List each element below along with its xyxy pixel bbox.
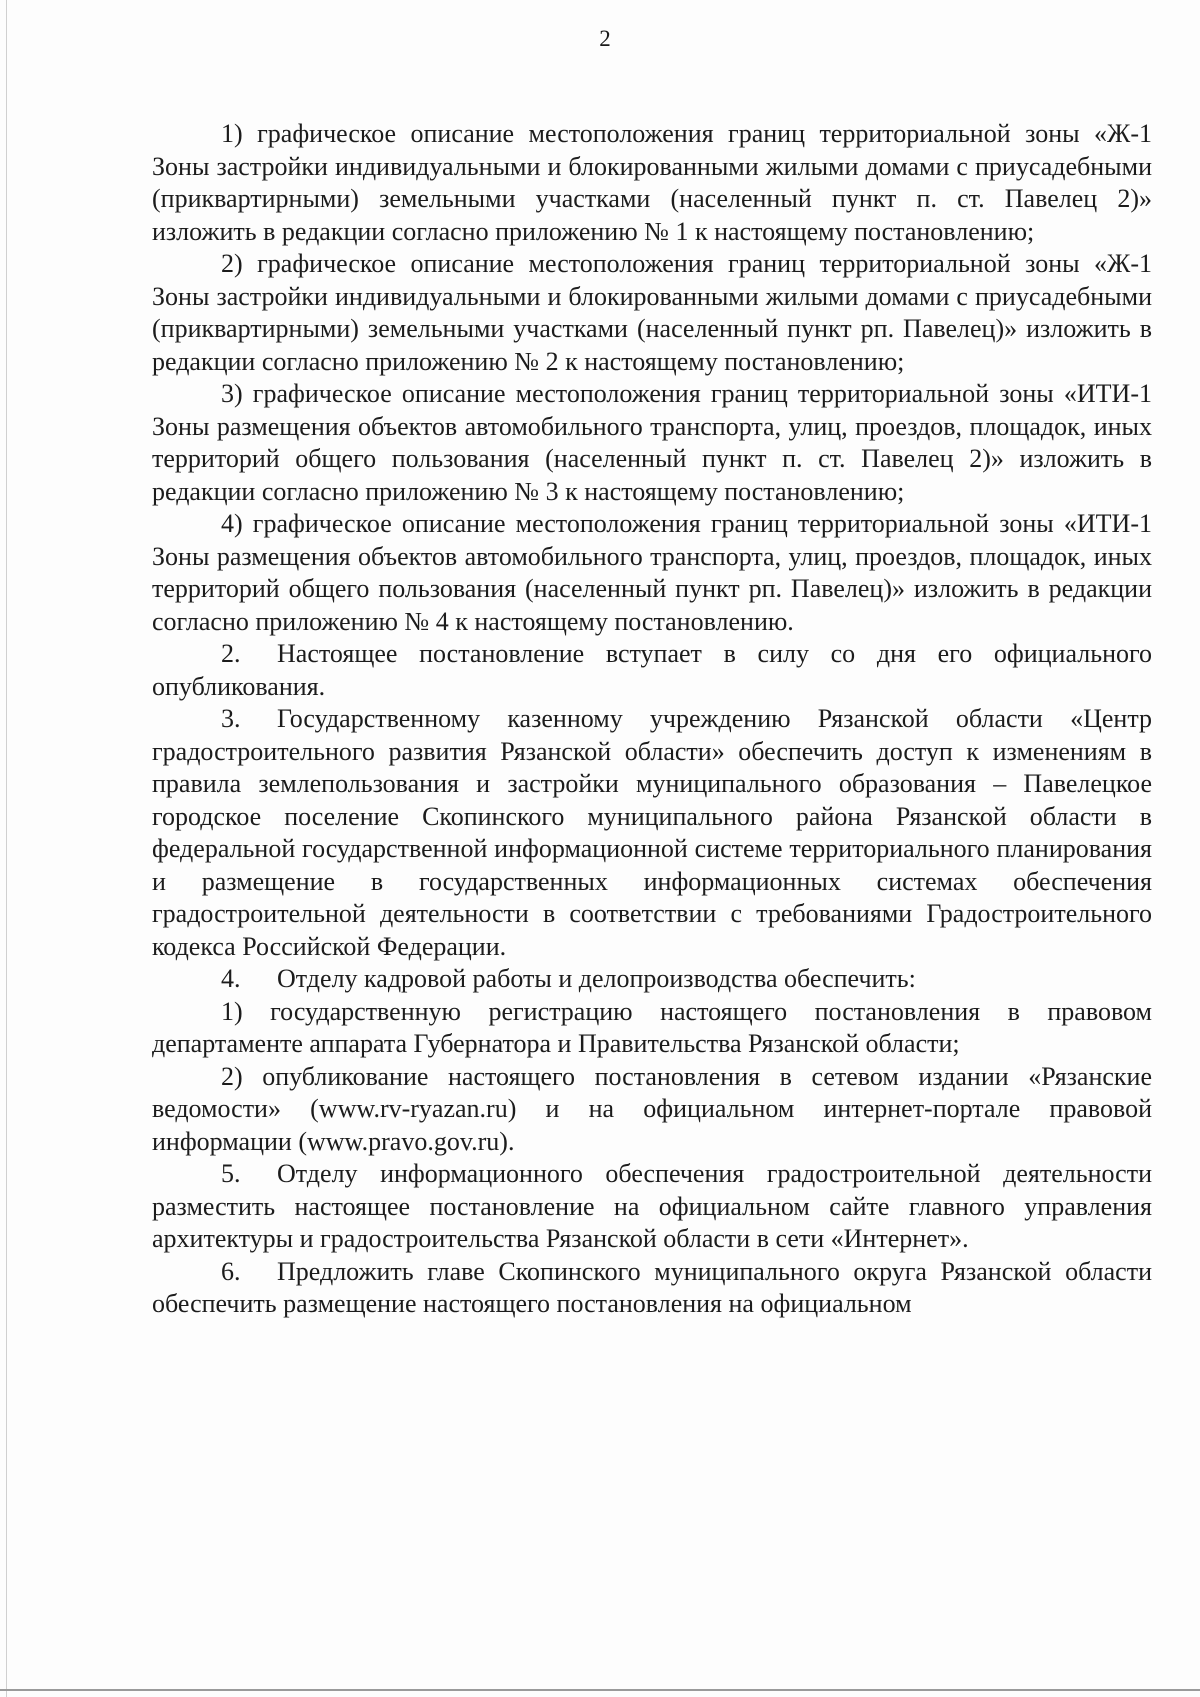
item-2	[152, 638, 1152, 703]
subitem-2	[152, 248, 1152, 378]
item-5	[152, 1158, 1152, 1256]
paragraph-text: 2) графическое описание местоположения границ территориальной зоны «Ж-1 Зоны застройки индивидуальными и блокированными жилыми домами с приусадебными (приквартирными) земельными участками (населенный пункт рп. Павелец)» изложить в редакции согласно приложению № 2 к настоящему постановлению;	[152, 249, 1152, 376]
paragraph-text: 1) графическое описание местоположения границ территориальной зоны «Ж-1 Зоны застройки индивидуальными и блокированными жилыми домами с приусадебными (приквартирными) земельными участками (населенный пункт п. ст. Павелец 2)» изложить в редакции согласно приложению № 1 к настоящему постановлению;	[152, 119, 1152, 246]
subitem-4-2	[152, 1061, 1152, 1159]
item-number: 4.	[221, 964, 241, 993]
document-body	[152, 118, 1152, 1321]
subitem-4	[152, 508, 1152, 638]
item-number: 5.	[221, 1159, 241, 1188]
subitem-1	[152, 118, 1152, 248]
item-6	[152, 1256, 1152, 1321]
scan-edge	[6, 0, 7, 1697]
item-4	[152, 963, 1152, 996]
paragraph-text: 3) графическое описание местоположения границ территориальной зоны «ИТИ-1 Зоны размещения объектов автомобильного транспорта, улиц, проездов, площадок, иных территорий общего пользования (населенный пункт п. ст. Павелец 2)» изложить в редакции согласно приложению № 3 к настоящему постановлению;	[152, 379, 1152, 506]
item-number: 2.	[221, 639, 241, 668]
page-number: 2	[599, 26, 611, 51]
item-number: 6.	[221, 1256, 241, 1286]
paragraph-text: 2) опубликование настоящего постановления в сетевом издании «Рязанские ведомости» (www.rv-ryazan.ru) и на официальном интернет-портале правовой информации (www.pravo.gov.ru).	[152, 1061, 1152, 1156]
paragraph-text: Отделу кадровой работы и делопроизводства обеспечить:	[277, 964, 916, 993]
subitem-4-1	[152, 996, 1152, 1061]
paragraph-text: Отделу информационного обеспечения градостроительной деятельности разместить настоящее постановление на официальном сайте главного управления архитектуры и градостроительства Рязанской области в сети «Интернет».	[152, 1159, 1152, 1253]
subitem-3	[152, 378, 1152, 508]
paragraph-text: Предложить главе Скопинского муниципального округа Рязанской области обеспечить размещение настоящего постановления на официальном	[152, 1256, 1152, 1318]
paragraph-text: 4) графическое описание местоположения границ территориальной зоны «ИТИ-1 Зоны размещения объектов автомобильного транспорта, улиц, проездов, площадок, иных территорий общего пользования (населенный пункт рп. Павелец)» изложить в редакции согласно приложению № 4 к настоящему постановлению.	[152, 509, 1152, 636]
paragraph-text: Государственному казенному учреждению Рязанской области «Центр градостроительного развития Рязанской области» обеспечить доступ к изменениям в правила землепользования и застройки муниципального образования – Павелецкое городское поселение Скопинского муниципального района Рязанской области в федеральной государственной информационной системе территориального планирования и размещение в государственных информационных системах обеспечения градостроительной деятельности в соответствии с требованиями Градостроительного кодекса Российской Федерации.	[152, 704, 1152, 961]
item-number: 3.	[221, 704, 241, 733]
scan-bottom-edge	[0, 1689, 1200, 1691]
paragraph-text: Настоящее постановление вступает в силу со дня его официального опубликования.	[152, 639, 1152, 701]
item-3	[152, 703, 1152, 963]
paragraph-text: 1) государственную регистрацию настоящего постановления в правовом департаменте аппарата Губернатора и Правительства Рязанской области;	[152, 996, 1152, 1058]
